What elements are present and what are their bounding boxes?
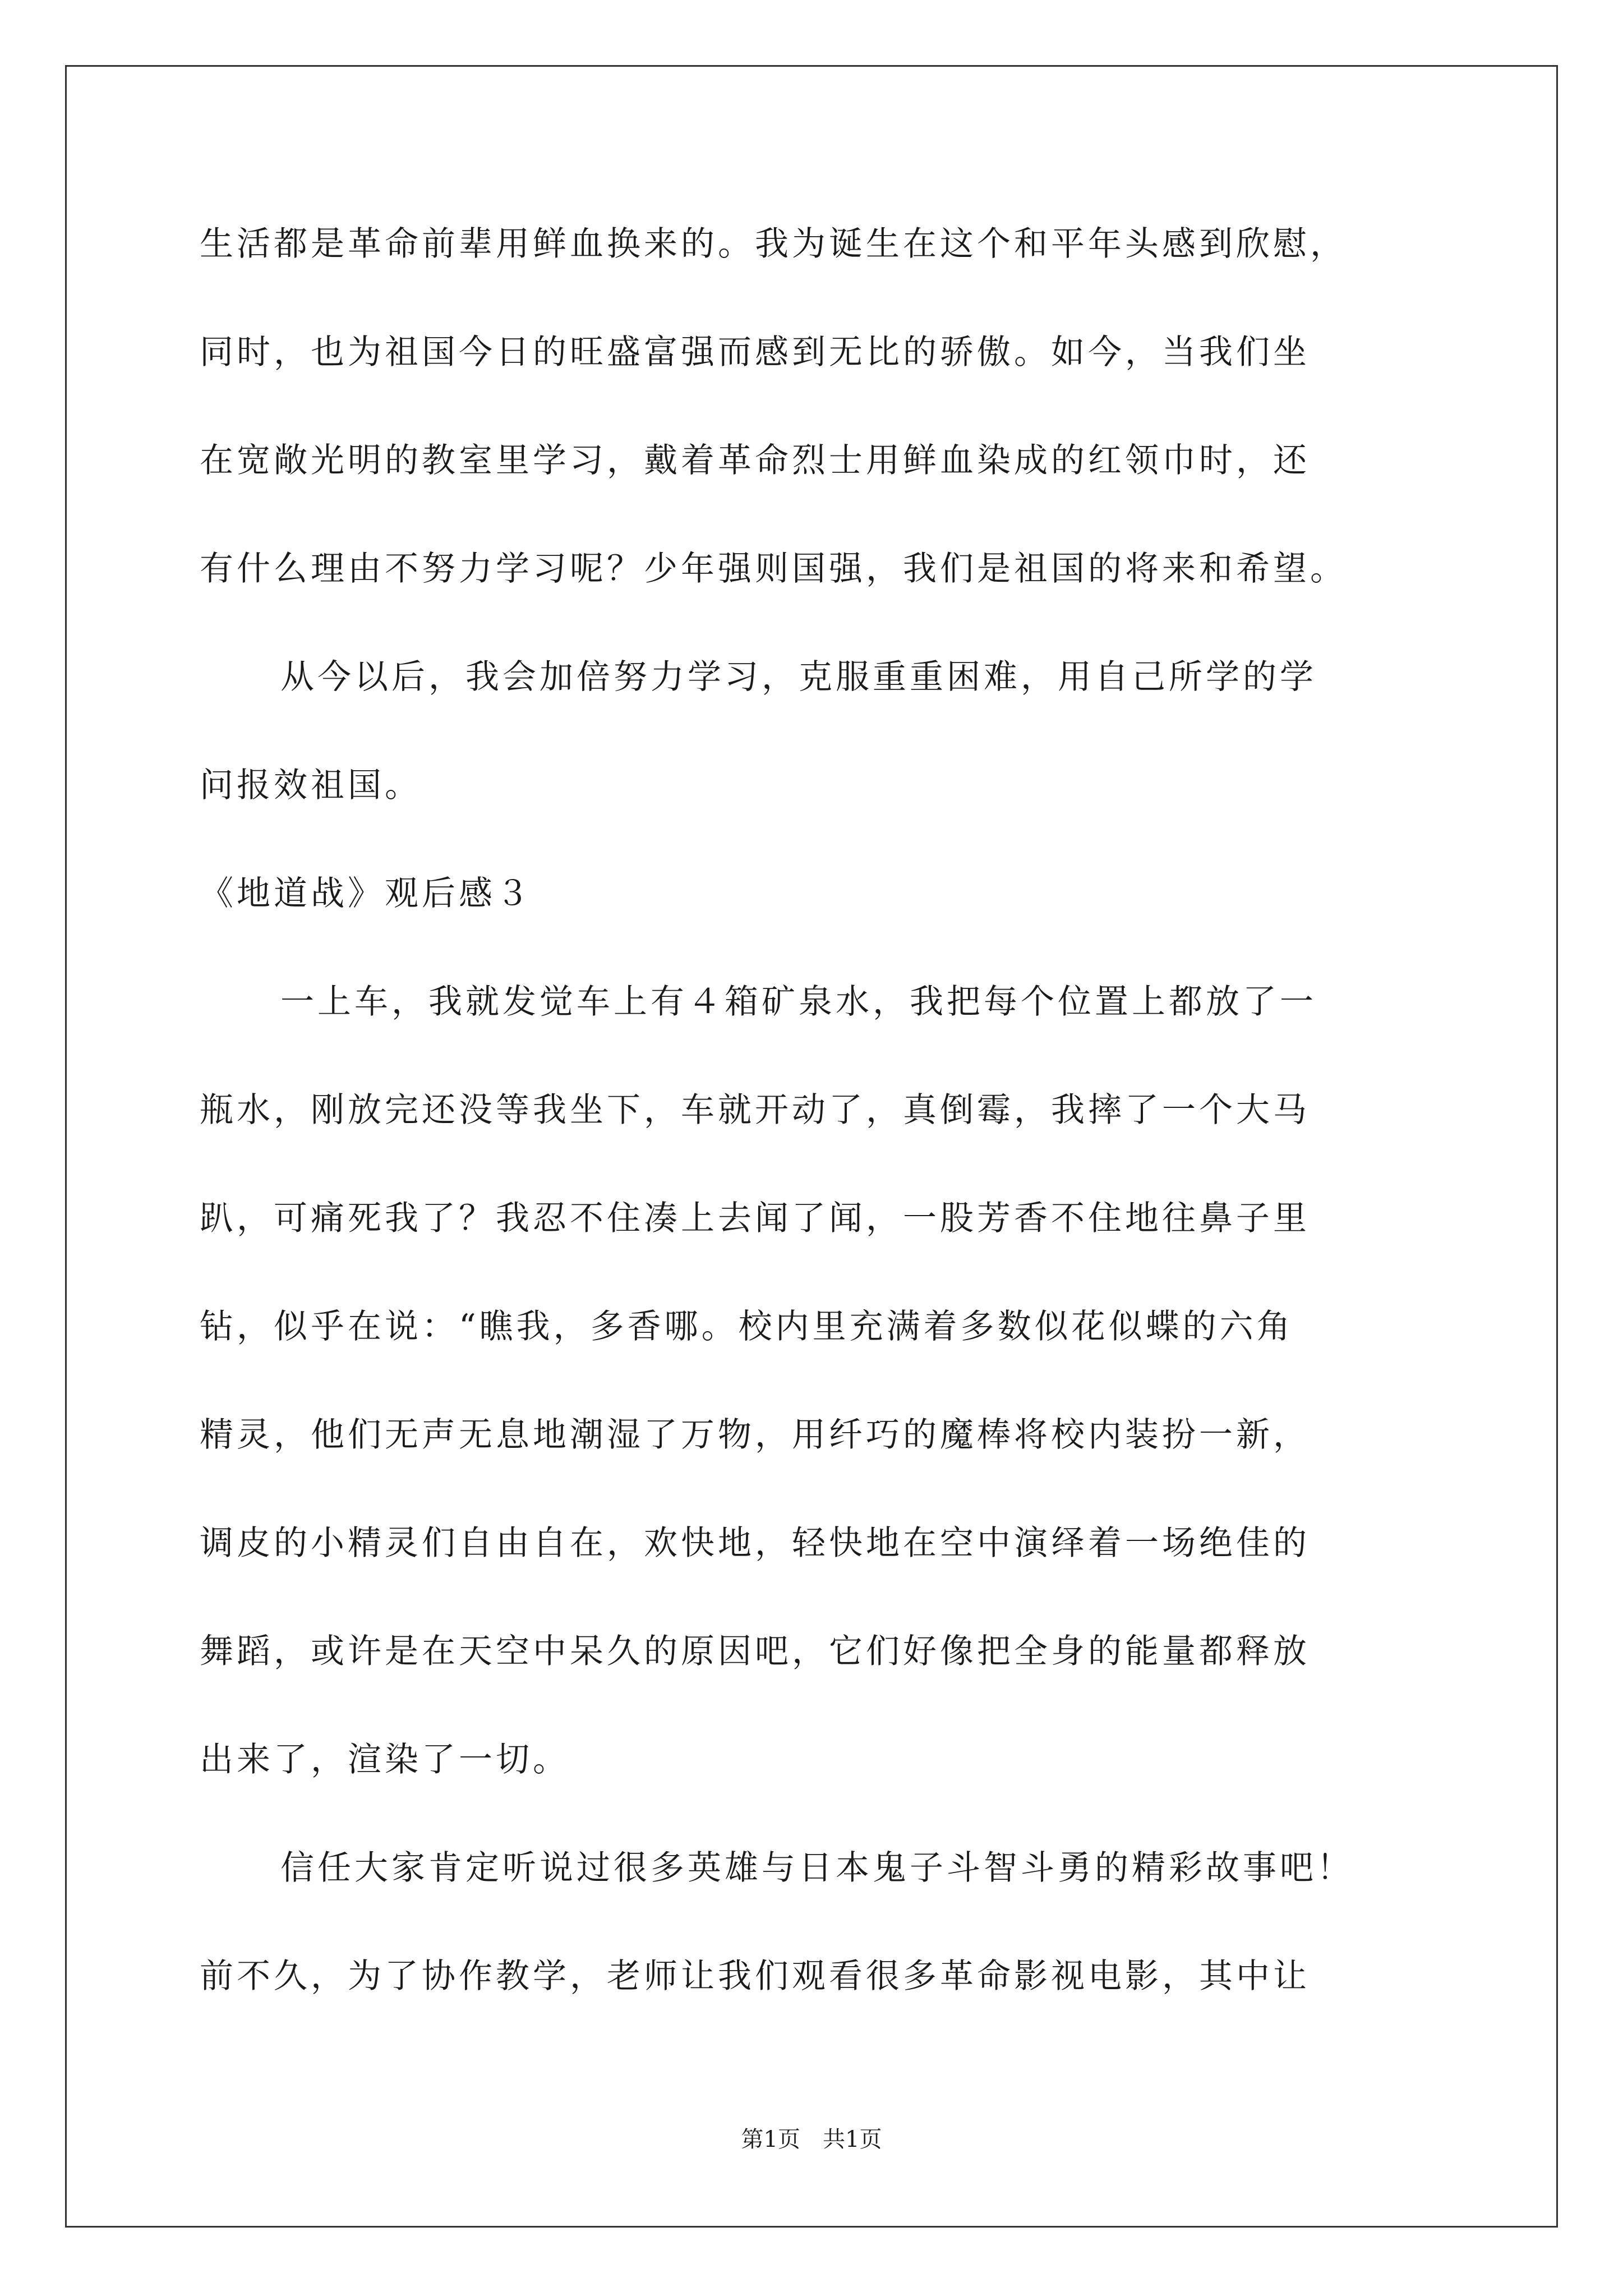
page-border [65,65,1558,2228]
text-line: 出来了，渲染了一切。 [200,1740,570,1779]
text-line: 趴，可痛死我了？我忍不住凑上去闻了闻，一股芳香不住地往鼻子里 [200,1199,1310,1238]
text-line: 精灵，他们无声无息地潮湿了万物，用纤巧的魔棒将校内装扮一新， [200,1415,1310,1455]
text-line: 调皮的小精灵们自由自在，欢快地，轻快地在空中演绎着一场绝佳的 [200,1524,1310,1563]
text-line: 在宽敞光明的教室里学习，戴着革命烈士用鲜血染成的红领巾时，还 [200,441,1310,480]
text-line: 舞蹈，或许是在天空中呆久的原因吧，它们好像把全身的能量都释放 [200,1632,1310,1671]
text-line: 钻，似乎在说：“瞧我，多香哪。校内里充满着多数似花似蝶的六角 [200,1307,1294,1346]
paragraph-start-line: 一上车，我就发觉车上有４箱矿泉水，我把每个位置上都放了一 [280,982,1317,1022]
text-line: 有什么理由不努力学习呢？少年强则国强，我们是祖国的将来和希望。 [200,549,1347,588]
text-line: 同时，也为祖国今日的旺盛富强而感到无比的骄傲。如今，当我们坐 [200,333,1310,372]
paragraph-start-line: 从今以后，我会加倍努力学习，克服重重困难，用自己所学的学 [280,657,1317,697]
paragraph-start-line: 信任大家肯定听说过很多英雄与日本鬼子斗智斗勇的精彩故事吧！ [280,1848,1354,1888]
page-footer [0,2124,1623,2155]
text-line: 瓶水，刚放完还没等我坐下，车就开动了，真倒霉，我摔了一个大马 [200,1091,1310,1130]
text-line: 问报效祖国。 [200,766,422,805]
text-line: 生活都是革命前辈用鲜血换来的。我为诞生在这个和平年头感到欣慰， [200,224,1347,264]
text-line: 前不久，为了协作教学，老师让我们观看很多革命影视电影，其中让 [200,1957,1310,1996]
section-heading: 《地道战》观后感３ [200,874,533,913]
page-total: 共1页 [823,2127,882,2152]
page-number: 第1页 [741,2127,800,2152]
